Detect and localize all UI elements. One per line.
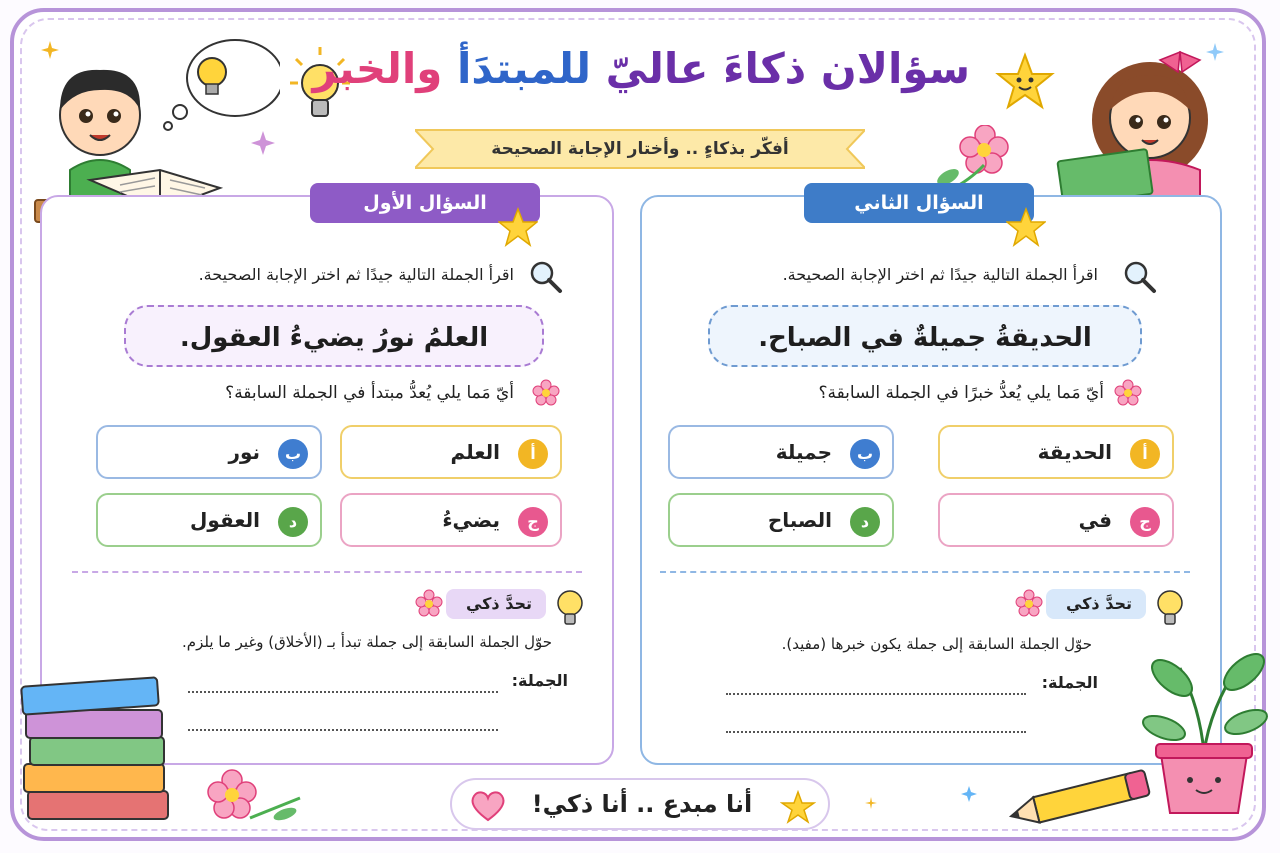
question2-option-a[interactable] xyxy=(938,425,1174,479)
question2-prompt: أيّ مَما يلي يُعدُّ خبرًا في الجملة السابقة؟ xyxy=(818,383,1104,403)
option-letter: أ xyxy=(1130,439,1160,469)
footer-pill xyxy=(450,778,830,830)
flower-icon xyxy=(1014,589,1044,619)
answer-line-2[interactable] xyxy=(188,729,498,731)
answer-line-2[interactable] xyxy=(726,731,1026,733)
option-text: جميلة xyxy=(775,440,832,464)
question1-tag: السؤال الأول xyxy=(310,183,540,223)
heart-icon xyxy=(470,790,506,822)
question2-option-d[interactable] xyxy=(668,493,894,547)
question1-challenge-text: حوّل الجملة السابقة إلى جملة تبدأ بـ (الأخلاق) وغير ما يلزم. xyxy=(182,633,552,651)
option-letter: ب xyxy=(278,439,308,469)
option-text: العلم xyxy=(450,440,500,464)
option-letter: ب xyxy=(850,439,880,469)
question2-challenge-text: حوّل الجملة السابقة إلى جملة يكون خبرها (مفيد). xyxy=(781,635,1092,653)
option-letter: ج xyxy=(1130,507,1160,537)
title-part1: سؤالان ذكاءَ عاليّ xyxy=(605,44,970,93)
star-icon xyxy=(498,207,538,247)
sparkle-icon xyxy=(864,796,878,810)
option-text: الصباح xyxy=(767,508,832,532)
divider xyxy=(72,571,582,573)
flower-bullet-icon xyxy=(532,379,560,407)
question1-option-b[interactable] xyxy=(96,425,322,479)
option-letter: أ xyxy=(518,439,548,469)
answer-line-1[interactable] xyxy=(726,693,1026,695)
star-icon xyxy=(780,790,816,824)
question2-challenge-tag: تحدَّ ذكي xyxy=(1046,589,1146,619)
option-text: يضيءُ xyxy=(442,508,500,532)
sparkle-icon xyxy=(1205,42,1225,62)
footer-text: أنا مبدع .. أنا ذكي! xyxy=(531,790,753,818)
subtitle-text: أفكّر بذكاءٍ .. وأختار الإجابة الصحيحة xyxy=(491,139,789,159)
option-text: نور xyxy=(228,440,260,464)
question1-instruction: اقرأ الجملة التالية جيدًا ثم اختر الإجابة الصحيحة. xyxy=(198,265,514,284)
books-stack-illustration xyxy=(18,676,178,826)
flower-icon xyxy=(414,589,444,619)
star-icon xyxy=(1006,207,1046,247)
question1-sentence: العلمُ نورُ يضيءُ العقول. xyxy=(124,305,544,367)
option-letter: د xyxy=(850,507,880,537)
option-letter: د xyxy=(278,507,308,537)
sparkle-icon xyxy=(250,130,276,156)
question2-tag: السؤال الثاني xyxy=(804,183,1034,223)
title-part2: للمبتدَأ xyxy=(457,44,592,93)
option-text: في xyxy=(1078,508,1112,532)
question1-option-a[interactable] xyxy=(340,425,562,479)
flower-bullet-icon xyxy=(1114,379,1142,407)
question2-card xyxy=(640,192,1222,765)
question1-option-d[interactable] xyxy=(96,493,322,547)
question1-prompt: أيّ مَما يلي يُعدُّ مبتدأ في الجملة السابقة؟ xyxy=(225,383,514,403)
option-text: العقول xyxy=(190,508,260,532)
page-title xyxy=(312,44,970,93)
question2-sentence: الحديقةُ جميلةٌ في الصباح. xyxy=(708,305,1142,367)
sparkle-icon xyxy=(40,40,60,60)
question2-answer-label: الجملة: xyxy=(1041,673,1098,692)
question2-instruction: اقرأ الجملة التالية جيدًا ثم اختر الإجابة الصحيحة. xyxy=(782,265,1098,284)
magnifier-icon xyxy=(528,259,564,295)
girl-reading-illustration xyxy=(1040,30,1260,210)
subtitle-ribbon xyxy=(415,126,865,172)
sparkle-icon xyxy=(960,785,978,803)
divider xyxy=(660,571,1190,573)
pencil-icon xyxy=(1005,768,1155,830)
lightbulb-icon xyxy=(550,585,590,629)
flower-icon xyxy=(200,768,310,834)
option-text: الحديقة xyxy=(1037,440,1112,464)
question1-answer-label: الجملة: xyxy=(511,671,568,690)
potted-plant-illustration xyxy=(1140,648,1270,828)
question1-option-c[interactable] xyxy=(340,493,562,547)
title-part3: والخبر xyxy=(312,44,443,93)
question2-option-b[interactable] xyxy=(668,425,894,479)
option-letter: ج xyxy=(518,507,548,537)
lightbulb-icon xyxy=(1150,585,1190,629)
magnifier-icon xyxy=(1122,259,1158,295)
answer-line-1[interactable] xyxy=(188,691,498,693)
question1-challenge-tag: تحدَّ ذكي xyxy=(446,589,546,619)
question2-option-c[interactable] xyxy=(938,493,1174,547)
